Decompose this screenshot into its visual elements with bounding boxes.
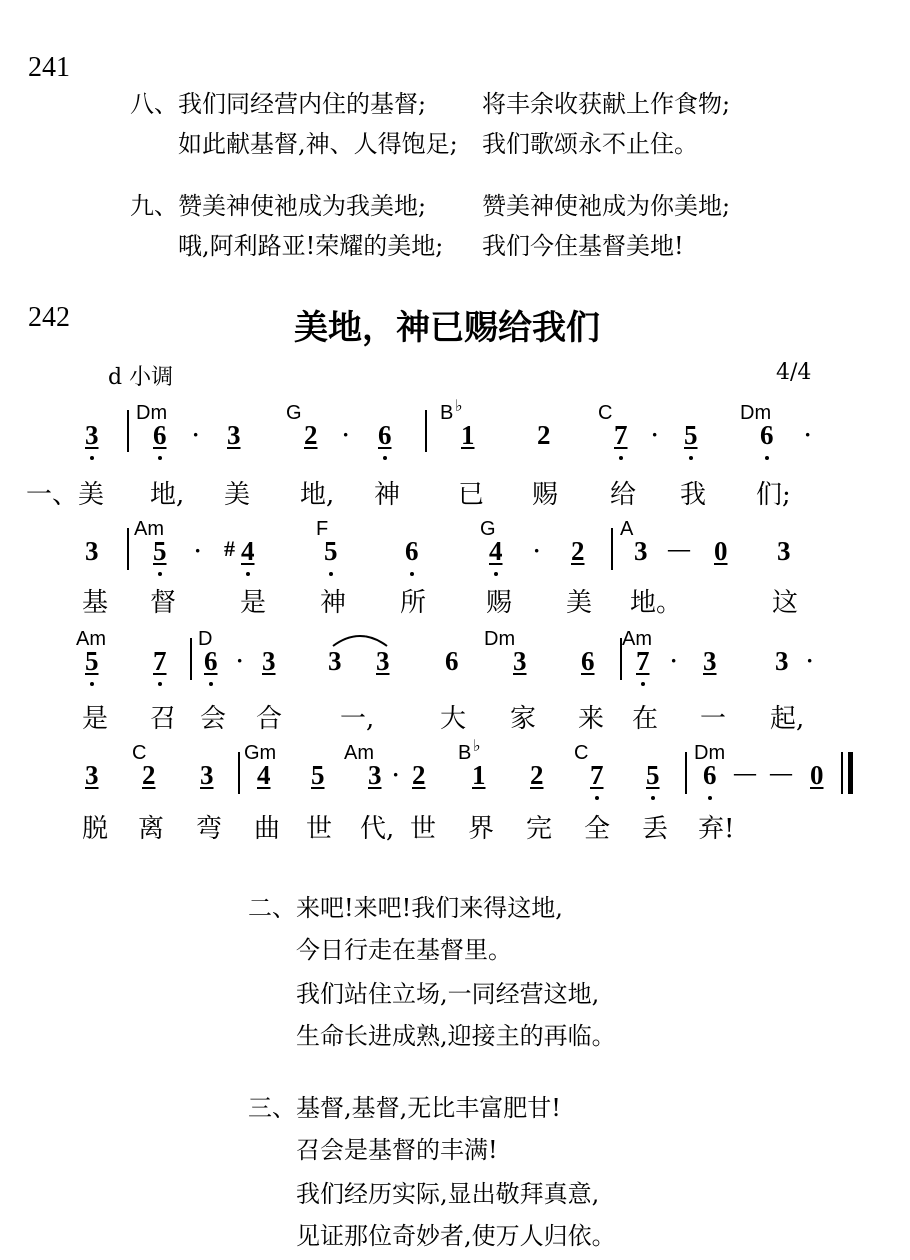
dot-extension: ·	[804, 422, 812, 447]
lyric: 给	[610, 480, 637, 510]
note: 5	[324, 536, 338, 566]
lower-octave-dot	[494, 572, 498, 576]
lyric: 召	[150, 704, 177, 734]
chord: F	[316, 518, 329, 540]
verse8-line1b: 将丰余收获献上作食物;	[482, 90, 731, 118]
chord: Am	[76, 628, 106, 650]
note: 5	[684, 420, 698, 450]
flat-sign: ♭	[473, 736, 481, 755]
verse3-line4: 见证那位奇妙者,使万人归依。	[296, 1222, 616, 1250]
note: 6	[703, 760, 717, 790]
lyric: 我	[680, 480, 707, 510]
chord: A	[620, 518, 634, 540]
note: 3	[513, 646, 527, 676]
lyric: 世	[410, 814, 437, 844]
chord: D	[198, 628, 213, 650]
note: 3	[703, 646, 717, 676]
verse8-line2b: 我们歌颂永不止住。	[482, 130, 698, 158]
dash-extension: —	[734, 760, 756, 785]
dot-extension: ·	[651, 422, 659, 447]
verse2-line2: 今日行走在基督里。	[296, 936, 512, 964]
note: 6	[378, 420, 392, 450]
lower-octave-dot	[708, 796, 712, 800]
lower-octave-dot	[641, 682, 645, 686]
dash-extension: —	[770, 760, 792, 785]
note: 6	[445, 646, 459, 676]
lyric: 来	[578, 704, 605, 734]
dot-extension: ·	[533, 538, 541, 563]
note: 3	[634, 536, 648, 566]
note: 5	[85, 646, 99, 676]
verse3-line1: 三、基督,基督,无比丰富肥甘!	[248, 1094, 561, 1122]
note: 7	[153, 646, 167, 676]
hymn-title: 美地，神已赐给我们	[294, 308, 600, 348]
dot-extension: ·	[192, 422, 200, 447]
note: 6	[153, 420, 167, 450]
barline	[190, 638, 192, 680]
lower-octave-dot	[90, 682, 94, 686]
sharp-sign: #	[224, 536, 235, 561]
note: 2	[530, 760, 544, 790]
note: 6	[760, 420, 774, 450]
note: 3	[85, 760, 99, 790]
chord: B	[440, 402, 454, 424]
note: 3	[376, 646, 390, 676]
chord: G	[286, 402, 302, 424]
lyric: 督	[150, 588, 177, 618]
chord: Am	[622, 628, 652, 650]
chord: Gm	[244, 742, 277, 764]
verse2-line1: 二、来吧!来吧!我们来得这地,	[248, 894, 563, 922]
note: 5	[311, 760, 325, 790]
note: 4	[241, 536, 255, 566]
hymn-number-242: 242	[28, 302, 70, 333]
lyric: 已	[458, 480, 485, 510]
note: 6	[405, 536, 419, 566]
lyric: 美	[566, 588, 593, 618]
note: 2	[142, 760, 156, 790]
note: 4	[257, 760, 271, 790]
note: 3	[85, 536, 99, 566]
lyric: 起,	[770, 704, 805, 734]
note: 2	[571, 536, 585, 566]
lyric: 丢	[642, 814, 669, 844]
verse9-line2a: 哦,阿利路亚!荣耀的美地;	[178, 232, 444, 260]
time-signature: 4/4	[776, 360, 812, 385]
lyric: 赐	[486, 588, 513, 618]
lower-octave-dot	[158, 572, 162, 576]
note: 3	[368, 760, 382, 790]
lower-octave-dot	[383, 456, 387, 460]
lyric: 曲	[254, 814, 281, 844]
lyric: 代,	[360, 814, 395, 844]
lyric: 赐	[532, 480, 559, 510]
chord: Dm	[484, 628, 516, 650]
dot-extension: ·	[670, 648, 678, 673]
final-barline-thin	[841, 752, 843, 794]
barline	[425, 410, 427, 452]
lyric: 合	[256, 704, 283, 734]
final-barline-thick	[848, 752, 853, 794]
lyric: 是	[240, 588, 267, 618]
note: 1	[472, 760, 486, 790]
verse3-line2: 召会是基督的丰满!	[296, 1136, 498, 1164]
lyric: 是	[82, 704, 109, 734]
lower-octave-dot	[158, 682, 162, 686]
lyric: 地,	[300, 480, 335, 510]
lyric: 完	[526, 814, 553, 844]
note: 3	[200, 760, 214, 790]
lower-octave-dot	[651, 796, 655, 800]
verse9-line1b: 赞美神使祂成为你美地;	[482, 192, 731, 220]
lyric: 家	[510, 704, 537, 734]
note: 3	[328, 646, 342, 676]
chord: Dm	[740, 402, 772, 424]
lyric: 界	[468, 814, 495, 844]
dot-extension: ·	[392, 762, 400, 787]
note: 7	[636, 646, 650, 676]
verse9-line1a: 九、赞美神使祂成为我美地;	[130, 192, 427, 220]
dot-extension: ·	[806, 648, 814, 673]
verse3-line3: 我们经历实际,显出敬拜真意,	[296, 1180, 600, 1208]
chord: Dm	[694, 742, 726, 764]
lower-octave-dot	[619, 456, 623, 460]
verse8-line2a: 如此献基督,神、人得饱足;	[178, 130, 458, 158]
lyric: 基	[82, 588, 109, 618]
hymn-number-241: 241	[28, 52, 70, 83]
note: 2	[304, 420, 318, 450]
lower-octave-dot	[689, 456, 693, 460]
chord: Dm	[136, 402, 168, 424]
lower-octave-dot	[90, 456, 94, 460]
dot-extension: ·	[342, 422, 350, 447]
lyric: 一	[700, 704, 727, 734]
lyric: 世	[306, 814, 333, 844]
note: 0	[810, 760, 824, 790]
lower-octave-dot	[765, 456, 769, 460]
note: 7	[590, 760, 604, 790]
note: 4	[489, 536, 503, 566]
lyric: 神	[374, 480, 401, 510]
dash-extension: —	[668, 536, 690, 561]
note: 5	[153, 536, 167, 566]
note: 3	[775, 646, 789, 676]
lower-octave-dot	[158, 456, 162, 460]
lyric: 们;	[756, 480, 791, 510]
lower-octave-dot	[329, 572, 333, 576]
lyric: 这	[772, 588, 799, 618]
chord: Am	[134, 518, 164, 540]
lyric: 弃!	[698, 814, 735, 844]
lyric: 神	[320, 588, 347, 618]
note: 2	[412, 760, 426, 790]
lower-octave-dot	[595, 796, 599, 800]
lyric: 弯	[196, 814, 223, 844]
lower-octave-dot	[209, 682, 213, 686]
barline	[611, 528, 613, 570]
chord: G	[480, 518, 496, 540]
barline	[127, 410, 129, 452]
note: 1	[461, 420, 475, 450]
lyric: 所	[400, 588, 427, 618]
note: 5	[646, 760, 660, 790]
barline	[238, 752, 240, 794]
verse2-line4: 生命长进成熟,迎接主的再临。	[296, 1022, 616, 1050]
verse9-line2b: 我们今住基督美地!	[482, 232, 684, 260]
barline	[685, 752, 687, 794]
note: 3	[262, 646, 276, 676]
lyric: 地,	[150, 480, 185, 510]
chord: C	[598, 402, 613, 424]
verse2-line3: 我们站住立场,一同经营这地,	[296, 980, 600, 1008]
lyric: 脱	[82, 814, 109, 844]
key-signature: d 小调	[108, 365, 174, 390]
lower-octave-dot	[246, 572, 250, 576]
chord: C	[132, 742, 147, 764]
lyric: 美	[224, 480, 251, 510]
note: 2	[537, 420, 551, 450]
lyric: 一、美	[26, 480, 105, 510]
lyric: 会	[200, 704, 227, 734]
barline	[620, 638, 622, 680]
verse8-line1a: 八、我们同经营内住的基督;	[130, 90, 427, 118]
flat-sign: ♭	[455, 396, 463, 415]
lyric: 离	[138, 814, 165, 844]
note: 0	[714, 536, 728, 566]
lower-octave-dot	[410, 572, 414, 576]
note: 6	[204, 646, 218, 676]
lyric: 在	[632, 704, 659, 734]
barline	[127, 528, 129, 570]
note: 3	[777, 536, 791, 566]
lyric: 一,	[340, 704, 375, 734]
lyric: 地。	[630, 588, 683, 618]
chord: C	[574, 742, 589, 764]
dot-extension: ·	[194, 538, 202, 563]
lyric: 全	[584, 814, 611, 844]
chord: B	[458, 742, 472, 764]
note: 3	[227, 420, 241, 450]
note: 7	[614, 420, 628, 450]
note: 3	[85, 420, 99, 450]
chord: Am	[344, 742, 374, 764]
note: 6	[581, 646, 595, 676]
dot-extension: ·	[236, 648, 244, 673]
lyric: 大	[440, 704, 467, 734]
